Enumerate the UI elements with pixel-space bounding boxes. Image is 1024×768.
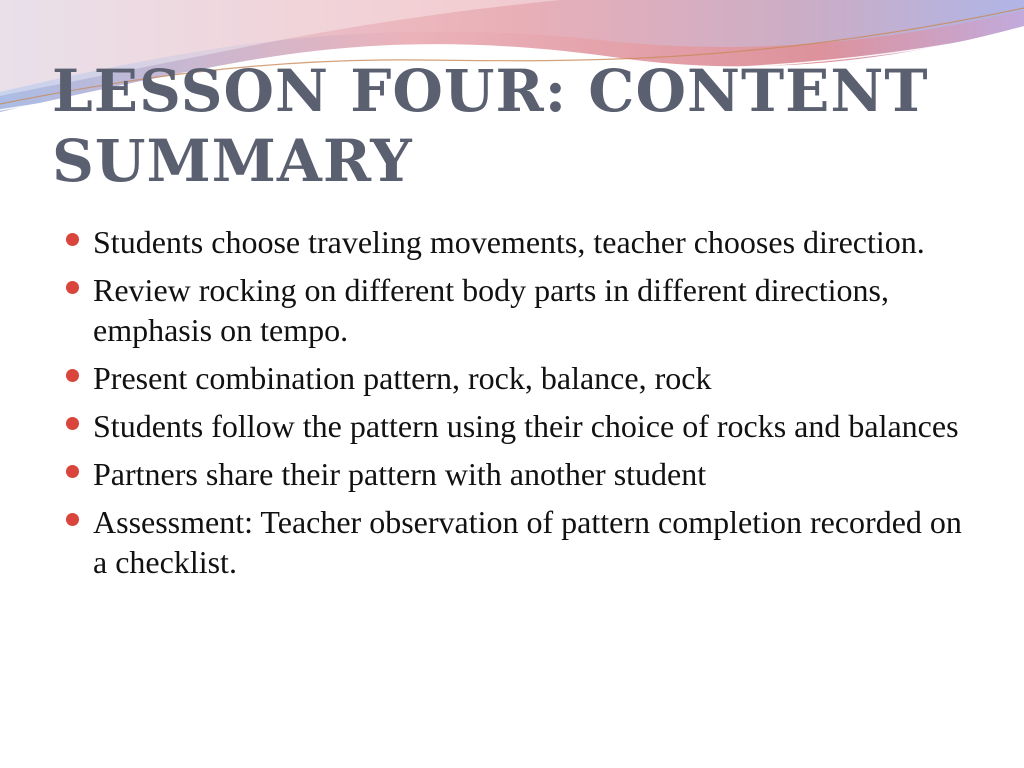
bullet-text: Review rocking on different body parts in different directions, emphasis on tempo. bbox=[93, 272, 889, 348]
bullet-text: Students follow the pattern using their choice of rocks and balances bbox=[93, 408, 959, 444]
bullet-item bbox=[66, 502, 966, 582]
bullet-dot-icon bbox=[66, 465, 79, 478]
bullet-item bbox=[66, 454, 966, 494]
bullet-dot-icon bbox=[66, 281, 79, 294]
bullet-text: Partners share their pattern with another student bbox=[93, 456, 707, 492]
bullet-item bbox=[66, 406, 966, 446]
bullet-dot-icon bbox=[66, 417, 79, 430]
bullet-text: Students choose traveling movements, teacher chooses direction. bbox=[93, 224, 925, 260]
bullet-item bbox=[66, 270, 966, 350]
bullet-text: Present combination pattern, rock, balance, rock bbox=[93, 360, 712, 396]
bullet-text: Assessment: Teacher observation of pattern completion recorded on a checklist. bbox=[93, 504, 962, 580]
bullet-item bbox=[66, 222, 966, 262]
bullet-list bbox=[66, 222, 966, 590]
bullet-dot-icon bbox=[66, 513, 79, 526]
bullet-dot-icon bbox=[66, 369, 79, 382]
bullet-dot-icon bbox=[66, 233, 79, 246]
slide-title: LESSON FOUR: CONTENT SUMMARY bbox=[52, 57, 929, 195]
bullet-item bbox=[66, 358, 966, 398]
